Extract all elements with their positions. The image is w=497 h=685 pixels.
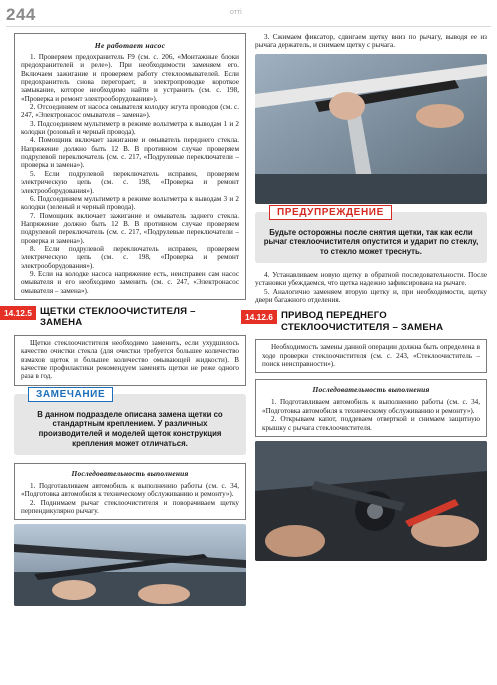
section-title-line: ЩЕТКИ СТЕКЛООЧИСТИТЕЛЯ –: [39, 305, 196, 317]
note-callout: [14, 388, 246, 455]
page-number: 244: [6, 5, 36, 24]
sequence-box: [255, 379, 487, 436]
sequence-step: 2. Открываем капот, поддеваем отверткой и снимаем защитную крышку с рычага стеклоочистителя.: [262, 415, 480, 432]
warning-tag: ПРЕДУПРЕЖДЕНИЕ: [269, 205, 392, 220]
sequence-title: Последовательность выполнения: [312, 385, 430, 395]
sequence-title: Последовательность выполнения: [71, 468, 189, 478]
left-column: [4, 33, 246, 606]
warning-callout: [255, 206, 487, 263]
wiper-release-photo: [255, 54, 487, 204]
pump-fault-title: Не работает насос: [94, 41, 166, 50]
section-title-line: ЗАМЕНА: [39, 317, 83, 329]
intro-paragraph: Необходимость замены данной операции должна быть определена в ходе проверки стеклоочистителя (см. с. 243, «Стеклоочиститель – поиск неисправности»).: [262, 343, 480, 369]
step-4: 4. Устанавливаем новую щетку в обратной последовательности. После установки убеждаемся, что щетка надежно зафиксирована на рычаге.: [255, 271, 487, 288]
running-header-mark: отті: [230, 9, 242, 16]
header-divider: [6, 26, 491, 27]
section-number-badge: 14.12.6: [241, 310, 277, 324]
pump-step: 6. Подсоединяем мультиметр в режиме вольтметра к выводам 3 и 2 колодки (зеленый и черный провода).: [21, 194, 239, 212]
pump-step: 9. Если на колодке насоса напряжение есть, неисправен сам насос омывателя и его необходимо заменить (см. с. 247, «Электронасос омывателя – замена»).: [21, 269, 239, 295]
pump-step: 7. Помощник включает зажигание и омыватель заднего стекла. Напряжение должно быть 12 В. В противном случае проверяем подрулевой переключатель (см. с. 217, «Подрулевые переключатели – проверка и замена»).: [21, 211, 239, 245]
section-title-line: СТЕКЛООЧИСТИТЕЛЯ – ЗАМЕНА: [280, 321, 444, 333]
note-tag: ЗАМЕЧАНИЕ: [28, 387, 113, 402]
right-column: [245, 33, 487, 561]
wiper-cap-photo: [255, 441, 487, 561]
step-3: 3. Сжимаем фиксатор, сдвигаем щетку вниз по рычагу, выводя ее из рычага держатель, и снимаем щетку с рычага.: [255, 33, 487, 50]
drive-intro-box: [255, 339, 487, 373]
section-heading-wiper-blades: [0, 306, 246, 329]
intro-paragraph: Щетки стеклоочистителя необходимо заменить, если ухудшилось качество очистки стекла (для очистки требуется большее количество взмахов щеток и большее количество омывающей жидкости). В качестве профилактики рекомендуем заменять щетки не реже одного раза в год.: [21, 338, 239, 381]
pump-fault-box: [14, 33, 246, 300]
section-heading-wiper-drive: [241, 310, 487, 333]
wiper-arm-photo: [14, 524, 246, 606]
pump-step: 3. Подсоединяем мультиметр в режиме вольтметра к выводам 1 и 2 колодки (розовый и черный провода).: [21, 119, 239, 137]
section-title-line: ПРИВОД ПЕРЕДНЕГО: [280, 310, 387, 322]
step-5: 5. Аналогично заменяем вторую щетку и, при необходимости, щетку двери багажного отделения.: [255, 287, 487, 305]
pump-step: 4. Помощник включает зажигание и омыватель переднего стекла. Напряжение должно быть 12 В. В противном случае проверяем подрулевой переключатель (см. с. 217, «Подрулевые переключатели – проверка и замена»).: [21, 136, 239, 170]
section-title: [281, 310, 443, 333]
section-title: [40, 306, 196, 329]
pump-step: 1. Проверяем предохранитель F9 (см. с. 206, «Монтажные блоки предохранителей и реле»). При необходимости заменяем его. Включаем зажигание и проверяем работу стеклоомывателей. Если предохранитель снова перегорает, в электропроводке короткое замыкание, которое необходимо найти и устранить (см. с. 198, «Проверка и ремонт электрооборудования»).: [21, 53, 239, 103]
warning-text: Будьте осторожны после снятия щетки, так как если рычаг стеклоочистителя опустится и ударит по стеклу, то стекло может треснуть.: [263, 227, 479, 257]
pump-step: 8. Если подрулевой переключатель исправен, проверяем электрическую цепь (см. с. 198, «Проверка и ремонт электрооборудования»).: [21, 244, 239, 270]
sequence-step: 1. Подготавливаем автомобиль к выполнению работы (см. с. 34, «Подготовка автомобиля к техническому обслуживанию и ремонту»).: [262, 398, 480, 415]
wiper-release-photo-image: [255, 54, 487, 204]
pump-step: 5. Если подрулевой переключатель исправен, проверяем электрическую цепь (см. с. 198, «Проверка и ремонт электрооборудования»).: [21, 169, 239, 195]
wiper-arm-photo-image: [14, 524, 246, 606]
sequence-step: 2. Поднимаем рычаг стеклоочистителя и поворачиваем щетку перпендикулярно рычагу.: [21, 498, 239, 515]
wiper-intro-box: [14, 335, 246, 386]
note-text: В данном подразделе описана замена щетки со стандартным креплением. У различных производителей и моделей щеток конструкция крепления может отличаться.: [37, 409, 223, 449]
pump-step: 2. Отсоединяем от насоса омывателя колодку жгута проводов (см. с. 247, «Электронасос омывателя – замена»).: [21, 103, 239, 120]
wiper-cap-photo-image: [255, 441, 487, 561]
sequence-box: [14, 463, 246, 520]
sequence-step: 1. Подготавливаем автомобиль к выполнению работы (см. с. 34, «Подготовка автомобиля к техническому обслуживанию и ремонту»).: [21, 481, 239, 499]
section-number-badge: 14.12.5: [0, 306, 36, 320]
